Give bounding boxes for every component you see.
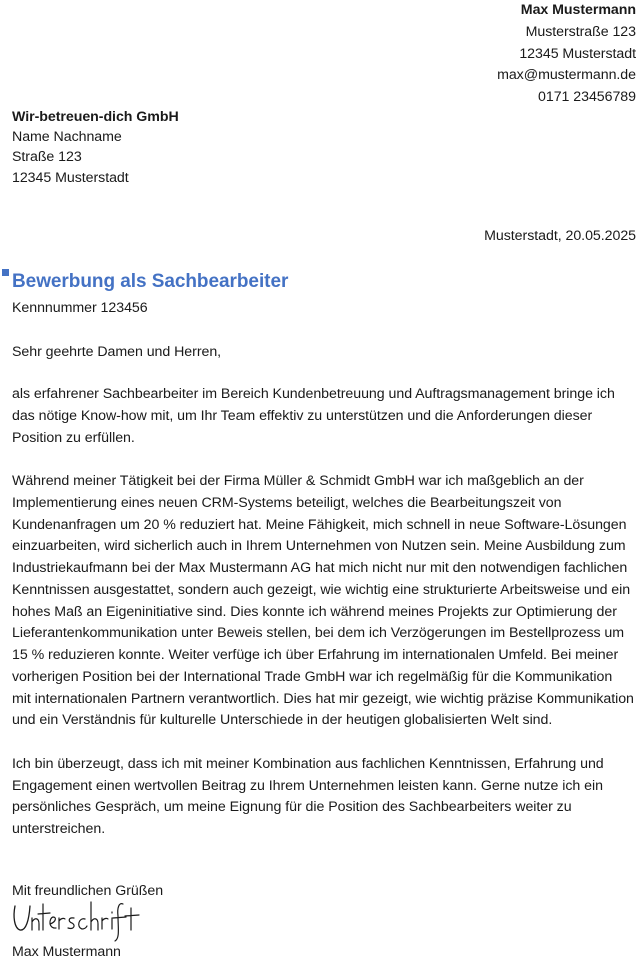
signer-name: Max Mustermann [12,944,121,960]
body-paragraph: Während meiner Tätigkeit bei der Firma Müller & Schmidt GmbH war ich maßgeblich an der Implementierung eines neuen CRM-Systems beteiligt, welches die Bearbeitungszeit von Kundenanfragen um 20 % reduziert hat. Meine Fähigkeit, mich schnell in neue Software-Lösungen einzuarbeiten, wird sicherlich auch in Ihrem Unternehmen von Nutzen sein. Meine Ausbildung zum Industriekaufmann bei der Max Mustermann AG hat mich nicht nur mit den notwendigen fachlichen Kenntnissen ausgestattet, sondern auch gezeigt, wie wichtig eine strukturierte Arbeitsweise und ein hohes Maß an Eigeninitiative sind. Dies konnte ich während meines Projekts zur Optimierung der Lieferantenkommunikation unter Beweis stellen, bei dem ich Verzögerungen im Bestellprozess um 15 % reduzieren konnte. Weiter verfüge ich über Erfahrung im internationalen Umfeld. Bei meiner vorherigen Position bei der International Trade GmbH war ich regelmäßig für die Kommunikation mit internationalen Partnern verantwortlich. Dies hat mir gezeigt, wie wichtig präzise Kommunikation und ein Verständnis für kulturelle Unterschiede in der heutigen globalisierten Welt sind. [12,473,634,729]
body-paragraph: als erfahrener Sachbearbeiter im Bereich Kundenbetreuung und Auftragsmanagement bringe ich das nötige Know-how mit, um Ihr Team effektiv zu unterstützen und die Anforderungen dieser Position zu erfüllen. [12,386,615,446]
letter-subject: Bewerbung als Sachbearbeiter [12,271,289,292]
heading-marker [2,269,9,276]
recipient-company: Wir-betreuen-dich GmbH [12,109,179,125]
recipient-address-block [12,107,179,188]
sender-city: 12345 Musterstadt [519,45,636,62]
recipient-name: Name Nachname [12,129,122,146]
sender-address-block [497,0,636,109]
reference-number: Kennnummer 123456 [12,300,148,316]
sender-phone: 0171 23456789 [538,89,636,106]
sender-street: Musterstraße 123 [525,23,636,40]
recipient-city: 12345 Musterstadt [12,169,129,186]
sender-email: max@mustermann.de [497,67,636,84]
body-paragraph: Ich bin überzeugt, dass ich mit meiner Kombination aus fachlichen Kenntnissen, Erfahrung und Engagement einen wertvollen Beitrag zu Ihrem Unternehmen leisten kann. Gerne nutze ich ein persönliches Gespräch, um meine Eignung für die Position des Sachbearbeiters weiter zu unterstreichen. [12,755,604,837]
handwritten-signature [10,898,145,942]
letter-date: Musterstadt, 20.05.2025 [484,228,636,244]
recipient-street: Straße 123 [12,149,82,166]
sender-name: Max Mustermann [520,2,636,18]
salutation: Sehr geehrte Damen und Herren, [12,344,222,360]
letter-body [12,384,634,863]
closing-phrase: Mit freundlichen Grüßen [12,883,164,899]
